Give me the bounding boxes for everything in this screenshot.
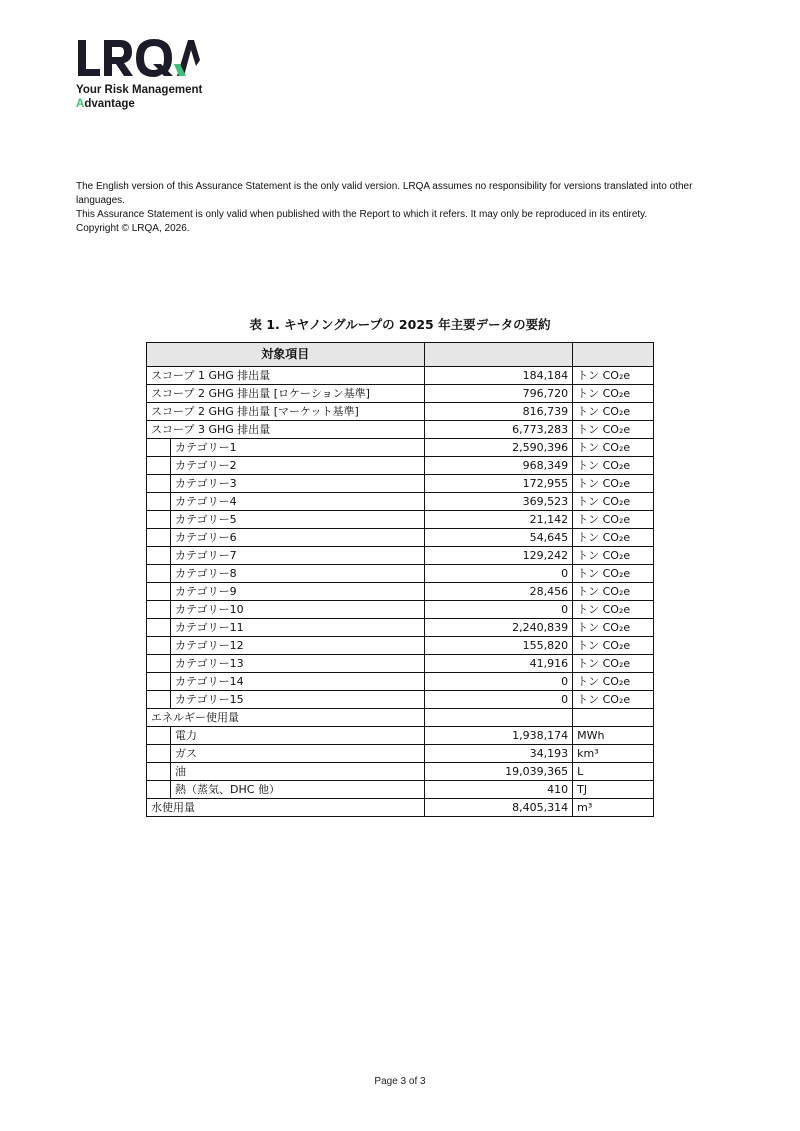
indent-cell: [147, 781, 171, 799]
table-row: [147, 421, 654, 439]
table-row: [147, 529, 654, 547]
row-value: 0: [424, 601, 573, 619]
row-unit: トン CO₂e: [573, 583, 654, 601]
indent-cell: [147, 475, 171, 493]
row-value: 19,039,365: [424, 763, 573, 781]
indent-cell: [147, 763, 171, 781]
table-row: [147, 493, 654, 511]
row-unit: トン CO₂e: [573, 601, 654, 619]
row-unit: トン CO₂e: [573, 457, 654, 475]
row-label: カテゴリー8: [171, 565, 425, 583]
table-body: [147, 367, 654, 817]
indent-cell: [147, 673, 171, 691]
row-unit: MWh: [573, 727, 654, 745]
table-row: [147, 385, 654, 403]
disclaimer: [76, 180, 726, 236]
disclaimer-line-2: This Assurance Statement is only valid when published with the Report to which it refers. It may only be reproduced in its entirety.: [76, 209, 648, 220]
row-value: 155,820: [424, 637, 573, 655]
row-label: 水使用量: [147, 799, 425, 817]
row-label: カテゴリー4: [171, 493, 425, 511]
row-label: ガス: [171, 745, 425, 763]
row-unit: トン CO₂e: [573, 547, 654, 565]
row-unit: トン CO₂e: [573, 565, 654, 583]
table-row: [147, 403, 654, 421]
tagline-line1: Your Risk Management: [76, 84, 203, 96]
row-unit: トン CO₂e: [573, 403, 654, 421]
copyright: Copyright © LRQA, 2026.: [76, 223, 190, 234]
indent-cell: [147, 583, 171, 601]
row-unit: L: [573, 763, 654, 781]
row-value: 34,193: [424, 745, 573, 763]
row-unit: トン CO₂e: [573, 475, 654, 493]
row-value: 129,242: [424, 547, 573, 565]
row-value: 796,720: [424, 385, 573, 403]
table-row: [147, 439, 654, 457]
row-label: 熱（蒸気、DHC 他）: [171, 781, 425, 799]
row-label: エネルギー使用量: [147, 709, 425, 727]
table-row: [147, 691, 654, 709]
tagline-line2: [76, 97, 202, 111]
table-row: [147, 655, 654, 673]
row-label: カテゴリー5: [171, 511, 425, 529]
indent-cell: [147, 601, 171, 619]
indent-cell: [147, 637, 171, 655]
row-label: カテゴリー6: [171, 529, 425, 547]
header-value: [424, 343, 573, 367]
row-unit: km³: [573, 745, 654, 763]
table-row: [147, 673, 654, 691]
row-unit: トン CO₂e: [573, 367, 654, 385]
row-label: カテゴリー11: [171, 619, 425, 637]
indent-cell: [147, 493, 171, 511]
row-value: 968,349: [424, 457, 573, 475]
row-value: 6,773,283: [424, 421, 573, 439]
indent-cell: [147, 457, 171, 475]
row-value: 0: [424, 691, 573, 709]
page-number: Page 3 of 3: [374, 1076, 426, 1087]
row-value: 28,456: [424, 583, 573, 601]
row-unit: トン CO₂e: [573, 529, 654, 547]
row-value: [424, 709, 573, 727]
header-unit: [573, 343, 654, 367]
row-unit: トン CO₂e: [573, 439, 654, 457]
tagline-line2-rest: dvantage: [84, 98, 135, 110]
table-row: [147, 745, 654, 763]
table-row: [147, 781, 654, 799]
row-value: 8,405,314: [424, 799, 573, 817]
row-value: 21,142: [424, 511, 573, 529]
row-label: カテゴリー7: [171, 547, 425, 565]
table-row: [147, 511, 654, 529]
row-label: カテゴリー10: [171, 601, 425, 619]
row-value: 54,645: [424, 529, 573, 547]
row-value: 369,523: [424, 493, 573, 511]
row-label: カテゴリー2: [171, 457, 425, 475]
table-row: [147, 457, 654, 475]
row-label: 電力: [171, 727, 425, 745]
logo-tagline: [76, 83, 202, 111]
row-unit: トン CO₂e: [573, 619, 654, 637]
row-value: 184,184: [424, 367, 573, 385]
indent-cell: [147, 439, 171, 457]
row-label: カテゴリー15: [171, 691, 425, 709]
row-value: 816,739: [424, 403, 573, 421]
indent-cell: [147, 727, 171, 745]
indent-cell: [147, 655, 171, 673]
table-row: [147, 475, 654, 493]
row-label: スコープ 3 GHG 排出量: [147, 421, 425, 439]
row-value: 1,938,174: [424, 727, 573, 745]
row-label: カテゴリー1: [171, 439, 425, 457]
row-label: スコープ 2 GHG 排出量 [マーケット基準]: [147, 403, 425, 421]
row-unit: トン CO₂e: [573, 637, 654, 655]
row-value: 2,590,396: [424, 439, 573, 457]
row-label: スコープ 1 GHG 排出量: [147, 367, 425, 385]
row-label: カテゴリー13: [171, 655, 425, 673]
indent-cell: [147, 529, 171, 547]
indent-cell: [147, 511, 171, 529]
indent-cell: [147, 745, 171, 763]
row-unit: TJ: [573, 781, 654, 799]
row-value: 2,240,839: [424, 619, 573, 637]
indent-cell: [147, 691, 171, 709]
row-unit: トン CO₂e: [573, 691, 654, 709]
row-label: スコープ 2 GHG 排出量 [ロケーション基準]: [147, 385, 425, 403]
header-item: 対象項目: [147, 343, 425, 367]
table-row: [147, 709, 654, 727]
lrqa-logo: [76, 38, 200, 78]
row-unit: トン CO₂e: [573, 511, 654, 529]
indent-cell: [147, 619, 171, 637]
row-unit: トン CO₂e: [573, 655, 654, 673]
row-label: カテゴリー9: [171, 583, 425, 601]
table-row: [147, 619, 654, 637]
row-unit: トン CO₂e: [573, 673, 654, 691]
row-value: 172,955: [424, 475, 573, 493]
row-unit: m³: [573, 799, 654, 817]
row-value: 0: [424, 673, 573, 691]
table-row: [147, 583, 654, 601]
table-header-row: [147, 343, 654, 367]
row-value: 41,916: [424, 655, 573, 673]
indent-cell: [147, 547, 171, 565]
row-label: カテゴリー3: [171, 475, 425, 493]
table-title: 表 1. キヤノングループの 2025 年主要データの要約: [249, 317, 551, 332]
row-label: カテゴリー14: [171, 673, 425, 691]
row-unit: トン CO₂e: [573, 493, 654, 511]
row-value: 0: [424, 565, 573, 583]
table-row: [147, 565, 654, 583]
table-row: [147, 547, 654, 565]
table-row: [147, 601, 654, 619]
lrqa-wordmark: [76, 38, 200, 78]
row-unit: トン CO₂e: [573, 421, 654, 439]
summary-data-table: [146, 342, 654, 817]
table-row: [147, 637, 654, 655]
indent-cell: [147, 565, 171, 583]
row-label: カテゴリー12: [171, 637, 425, 655]
table-row: [147, 367, 654, 385]
row-value: 410: [424, 781, 573, 799]
table-row: [147, 799, 654, 817]
row-label: 油: [171, 763, 425, 781]
disclaimer-line-1: The English version of this Assurance Statement is the only valid version. LRQA assumes no responsibility for versions translated into other languages.: [76, 181, 693, 206]
row-unit: トン CO₂e: [573, 385, 654, 403]
table-row: [147, 763, 654, 781]
tagline-accent-letter: A: [76, 98, 85, 110]
row-unit: [573, 709, 654, 727]
table-row: [147, 727, 654, 745]
